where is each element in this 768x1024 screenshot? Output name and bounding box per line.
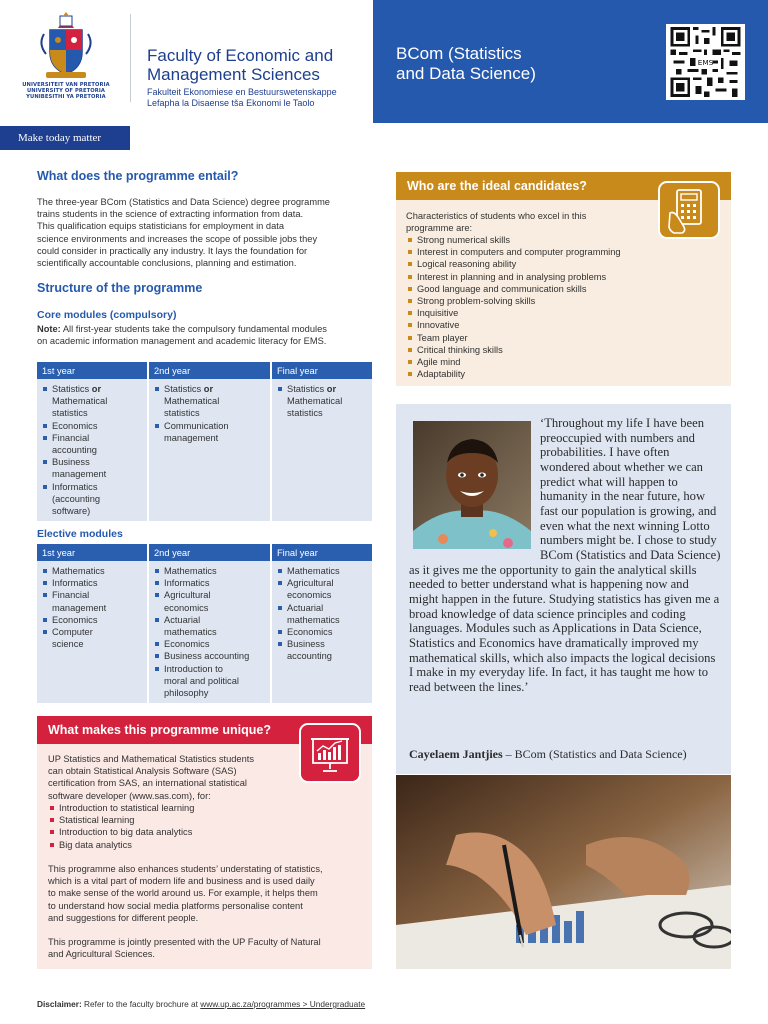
list-item: Team player (406, 332, 726, 344)
hand-calculator-icon (660, 183, 718, 237)
module-item: Statistics or Mathematical statistics (153, 383, 266, 420)
student-quote (396, 404, 731, 774)
module-item: Mathematics (276, 565, 368, 577)
module-item: Economics (153, 638, 266, 650)
module-item: Financial management (41, 589, 143, 613)
list-item: Inquisitive (406, 307, 726, 319)
photo-spacer (409, 416, 540, 558)
module-item: Business accounting (153, 650, 266, 662)
logo-line-afrikaans: UNIVERSITEIT VAN PRETORIA (22, 82, 110, 88)
list-item: Big data analytics (48, 839, 348, 851)
logo-line-english: UNIVERSITY OF PRETORIA (27, 88, 105, 95)
module-item: Statistics or Mathematical statistics (276, 383, 368, 420)
faculty-subtitle-line: Fakulteit Ekonomiese en Bestuurswetenskappe (147, 87, 337, 97)
list-item: Agile mind (406, 356, 726, 368)
module-item: Actuarial mathematics (276, 602, 368, 626)
unique-section (37, 716, 372, 969)
elective-year1-cell (37, 561, 148, 703)
entail-paragraph (37, 196, 372, 269)
module-item: Statistics or Mathematical statistics (41, 383, 143, 420)
unique-intro-line: certification from SAS, an international statistical (48, 778, 247, 789)
elective-modules-table (37, 544, 372, 703)
column-header: 2nd year (148, 544, 271, 561)
module-item: Informatics (accounting software) (41, 481, 143, 518)
entail-heading: What does the programme entail? (37, 169, 239, 183)
qr-code[interactable] (666, 24, 745, 100)
programmes-link[interactable]: www.up.ac.za/programmes > Undergraduate (200, 999, 366, 1009)
unique-paragraph-line: to make sense of the world around us. For example, it helps them (48, 888, 318, 899)
faculty-block (147, 46, 372, 109)
faculty-title-line: Faculty of Economic and (147, 46, 334, 65)
unique-paragraph-line: to understand how social media platforms personalise content (48, 900, 303, 911)
unique-paragraph-line: This programme also enhances students’ understating of statistics, (48, 864, 323, 874)
module-item: Communication management (153, 420, 266, 444)
column-header: 1st year (37, 362, 148, 379)
quote-body: ‘Throughout my life I have been preoccupied with numbers and probabilities. I have often wondered about whether we can predict what will happen to humanity in the near future, how fast our population is growing, and even what the next winning Lotto numbers might be. I chose to study BCom (Statistics and Data Science) as it gives me the opportunity to gain the analytical skills needed to better understand what is happening now and might happen in the future. Studying statistics has given me a broad knowledge of data science principles and coding languages. Modules such as Applications in Data Science, Statistics and Economics have dramatically improved my mathematical skills, which also impacts the logical decisions I make in my everyday life. In fact, it has taught me how to read between the lines.’ (409, 416, 721, 694)
entail-line: science environments and increases the scope of possible jobs they (37, 233, 318, 244)
sas-certification-list (48, 802, 348, 851)
table-header-row (37, 544, 372, 561)
table-header-row (37, 362, 372, 379)
faculty-subtitle-line: Lefapha la Disaense tša Ekonomi le Taolo (147, 98, 315, 108)
note-label: Note: (37, 324, 61, 334)
column-header: 1st year (37, 544, 148, 561)
disclaimer-text: Refer to the faculty brochure at (81, 999, 201, 1009)
candidates-list (406, 234, 726, 380)
module-item: Informatics (41, 577, 143, 589)
module-item: Introduction to moral and political philosophy (153, 663, 266, 700)
faculty-subtitle (147, 87, 372, 109)
unique-intro-line: software developer (www.sas.com), for: (48, 790, 211, 801)
list-item: Innovative (406, 319, 726, 331)
tagline: Make today matter (0, 126, 130, 150)
quote-text (409, 416, 721, 694)
logo-line-sepedi: YUNIBESITHI YA PRETORIA (26, 94, 106, 101)
module-item: Economics (41, 420, 143, 432)
candidates-intro-line: programme are: (406, 223, 473, 234)
chart-icon (299, 723, 361, 783)
list-item: Interest in planning and in analysing problems (406, 271, 726, 283)
logo-wordmark (18, 82, 114, 101)
core-year1-cell (37, 379, 148, 521)
module-item: Business management (41, 456, 143, 480)
analysis-photo-image (396, 775, 731, 969)
disclaimer (37, 999, 365, 1009)
module-item: Actuarial mathematics (153, 614, 266, 638)
module-item: Computer science (41, 626, 143, 650)
list-item: Good language and communication skills (406, 283, 726, 295)
faculty-title (147, 46, 372, 84)
entail-line: scientifically accountable conclusions, planning and estimation. (37, 258, 297, 269)
core-modules-heading: Core modules (compulsory) (37, 309, 177, 321)
programme-banner (373, 0, 768, 123)
module-item: Financial accounting (41, 432, 143, 456)
list-item: Adaptability (406, 368, 726, 380)
column-header: Final year (271, 362, 372, 379)
list-item: Critical thinking skills (406, 344, 726, 356)
unique-heading: What makes this programme unique? (37, 716, 372, 744)
core-note-line: on academic information management and academic literacy for EMS. (37, 336, 327, 347)
hands-chart-photo (396, 775, 731, 969)
unique-paragraph-line: and Agricultural Sciences. (48, 949, 155, 960)
crest-icon (36, 10, 96, 80)
list-item: Interest in computers and computer programming (406, 246, 726, 258)
unique-paragraph-line: which is a vital part of modern life and business and is used daily (48, 876, 315, 887)
module-item: Agricultural economics (276, 577, 368, 601)
list-item: Strong numerical skills (406, 234, 726, 246)
table-row (37, 379, 372, 521)
note-text: All first-year students take the compulsory fundamental modules (60, 324, 327, 334)
unique-intro (48, 753, 298, 802)
unique-intro-line: UP Statistics and Mathematical Statistics students (48, 754, 254, 764)
module-item: Informatics (153, 577, 266, 589)
structure-heading: Structure of the programme (37, 281, 203, 295)
column-header: Final year (271, 544, 372, 561)
programme-title-line: and Data Science) (396, 64, 536, 83)
qr-code-icon (669, 27, 742, 97)
calculator-icon (658, 181, 720, 239)
unique-paragraph-line: This programme is jointly presented with the UP Faculty of Natural (48, 937, 321, 947)
candidates-heading: Who are the ideal candidates? (396, 172, 731, 200)
entail-line: The three-year BCom (Statistics and Data Science) degree programme (37, 197, 330, 207)
list-item: Introduction to big data analytics (48, 826, 348, 838)
elective-year2-cell (148, 561, 271, 703)
candidates-intro-line: Characteristics of students who excel in this (406, 211, 587, 221)
entail-line: trains students in the science of extracting information from data. (37, 209, 304, 220)
header-divider (130, 14, 131, 102)
programme-title-line: BCom (Statistics (396, 44, 522, 63)
module-item: Business accounting (276, 638, 368, 662)
module-item: Agricultural economics (153, 589, 266, 613)
qr-center-label: EMS (697, 58, 714, 68)
core-note (37, 323, 377, 347)
core-year3-cell (271, 379, 372, 521)
page-header (0, 0, 768, 123)
module-item: Mathematics (153, 565, 266, 577)
entail-line: This qualification equips statisticians for employment in data (37, 221, 285, 232)
unique-paragraph-2 (48, 863, 368, 924)
module-item: Economics (276, 626, 368, 638)
list-item: Statistical learning (48, 814, 348, 826)
elective-modules-heading: Elective modules (37, 528, 123, 540)
list-item: Introduction to statistical learning (48, 802, 348, 814)
unique-paragraph-3 (48, 936, 368, 960)
disclaimer-label: Disclaimer: (37, 999, 82, 1009)
faculty-title-line: Management Sciences (147, 65, 320, 84)
core-modules-table (37, 362, 372, 521)
core-note-line (37, 323, 377, 335)
presentation-chart-icon (301, 725, 359, 781)
elective-year3-cell (271, 561, 372, 703)
candidates-section (396, 172, 731, 386)
module-item: Economics (41, 614, 143, 626)
core-year2-cell (148, 379, 271, 521)
list-item: Logical reasoning ability (406, 258, 726, 270)
quote-author (409, 747, 687, 762)
university-logo (18, 10, 114, 110)
author-programme: – BCom (Statistics and Data Science) (502, 747, 687, 761)
list-item: Strong problem-solving skills (406, 295, 726, 307)
author-name: Cayelaem Jantjies (409, 747, 503, 761)
unique-paragraph-line: and suggestions for different people. (48, 912, 199, 923)
column-header: 2nd year (148, 362, 271, 379)
unique-intro-line: can obtain Statistical Analysis Software (SAS) (48, 766, 237, 777)
entail-line: could consider in practically any industry. It lays the foundation for (37, 245, 308, 256)
table-row (37, 561, 372, 703)
module-item: Mathematics (41, 565, 143, 577)
candidates-intro (406, 210, 656, 234)
programme-title (396, 44, 626, 84)
